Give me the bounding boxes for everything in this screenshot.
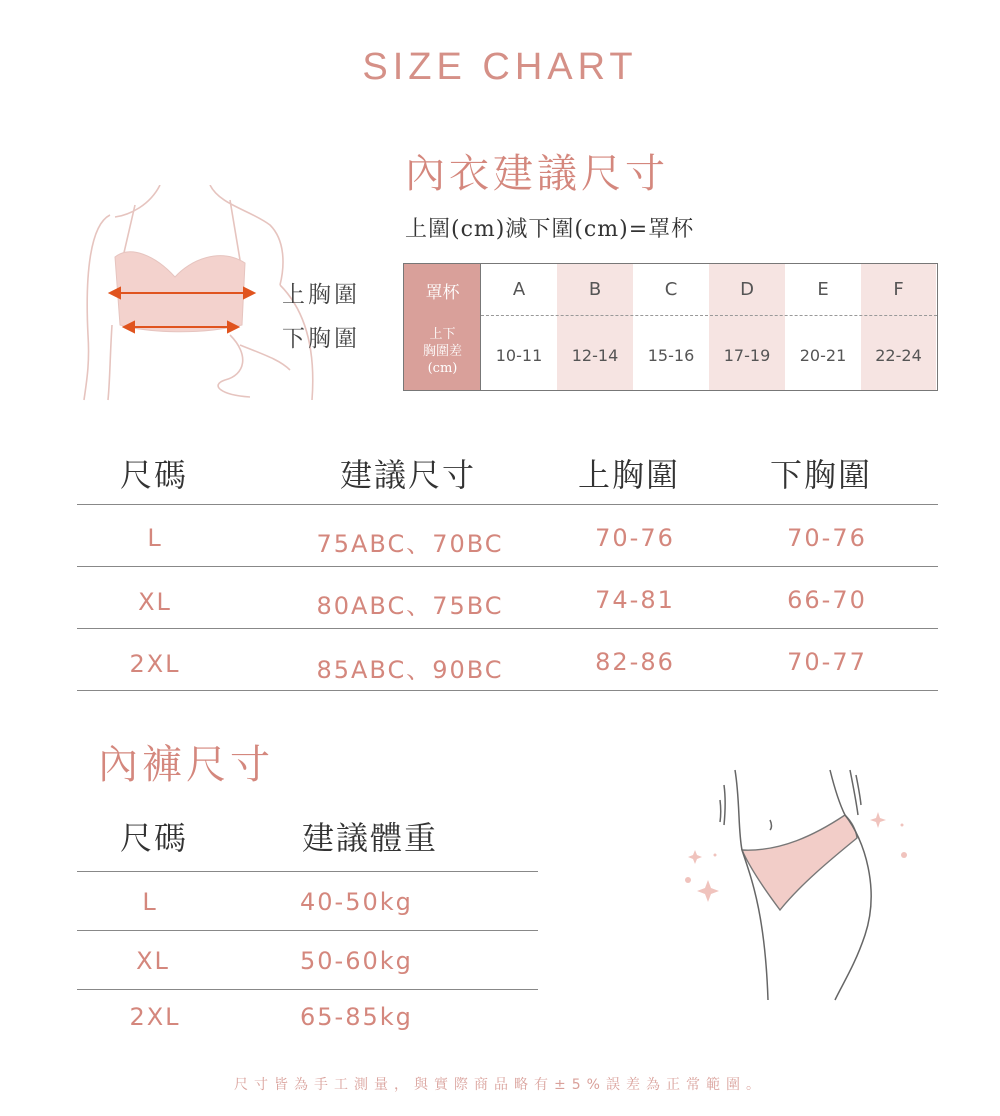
panty-row-weight: 65-85kg	[300, 1003, 413, 1031]
cup-letter: C	[664, 279, 678, 300]
bra-col-size-header: 尺碼	[120, 456, 189, 494]
cup-column-b	[557, 264, 633, 390]
bra-table-rule	[77, 628, 938, 629]
bra-row-lower: 66-70	[787, 586, 867, 614]
diff-header-line3: (cm)	[427, 361, 458, 376]
panty-table-rule	[77, 989, 538, 990]
bra-row-lower: 70-76	[787, 524, 867, 552]
bra-table-rule	[77, 504, 938, 505]
panty-row-weight: 50-60kg	[300, 947, 413, 975]
bra-table-rule	[77, 566, 938, 567]
cup-column-c	[633, 264, 709, 390]
bra-row-suggest: 80ABC、75BC	[316, 592, 504, 620]
bra-row-suggest: 85ABC、90BC	[316, 656, 504, 684]
bra-row-size: XL	[138, 588, 172, 616]
cup-formula: 上圍(cm)減下圍(cm)=罩杯	[405, 217, 695, 242]
cup-letter: E	[817, 279, 829, 300]
cup-letter: A	[512, 279, 526, 300]
bra-size-heading: 內衣建議尺寸	[405, 151, 669, 197]
cup-diff: 22-24	[875, 346, 922, 365]
bra-table-rule	[77, 690, 938, 691]
cup-table-header-column	[404, 264, 481, 390]
panty-row-size: XL	[136, 947, 170, 975]
cup-diff: 17-19	[723, 346, 771, 365]
bra-row-size: 2XL	[129, 650, 181, 678]
bra-col-suggest-header: 建議尺寸	[340, 456, 477, 494]
cup-diff: 20-21	[799, 346, 847, 365]
panty-row-size: L	[142, 888, 158, 916]
panty-col-size-header: 尺碼	[120, 819, 189, 857]
bra-row-upper: 82-86	[595, 648, 675, 676]
diff-header-label	[404, 326, 481, 377]
cup-table	[403, 263, 938, 391]
panty-table-rule	[77, 871, 538, 872]
cup-table-divider	[481, 315, 937, 316]
cup-column-a	[481, 264, 557, 390]
cup-letter: D	[740, 279, 754, 300]
panty-row-size: 2XL	[129, 1003, 181, 1031]
cup-column-d	[709, 264, 785, 390]
diff-header-line2: 胸圍差	[422, 344, 462, 359]
under-bust-label: 下胸圍	[282, 326, 360, 352]
page-title: SIZE CHART	[362, 46, 638, 88]
bra-row-size: L	[147, 524, 163, 552]
bra-row-suggest: 75ABC、70BC	[316, 530, 504, 558]
bra-col-lower-header: 下胸圍	[770, 456, 873, 494]
cup-diff: 15-16	[647, 346, 695, 365]
cup-column-e	[785, 264, 861, 390]
panty-table-rule	[77, 930, 538, 931]
measurement-footnote: 尺寸皆為手工測量，與實際商品略有±5%誤差為正常範圍。	[234, 1077, 766, 1093]
bra-col-upper-header: 上胸圍	[578, 456, 681, 494]
cup-column-f	[861, 264, 936, 390]
bra-row-upper: 74-81	[595, 586, 675, 614]
bra-row-upper: 70-76	[595, 524, 675, 552]
panty-col-weight-header: 建議體重	[302, 819, 439, 857]
panty-row-weight: 40-50kg	[300, 888, 413, 916]
diff-header-line1: 上下	[429, 327, 456, 342]
cup-letter: F	[893, 279, 904, 300]
upper-bust-label: 上胸圍	[282, 282, 360, 308]
panty-size-heading: 內褲尺寸	[98, 742, 274, 788]
cup-diff: 10-11	[495, 346, 543, 365]
cup-diff: 12-14	[571, 346, 619, 365]
panty-illustration	[680, 760, 920, 1005]
cup-letter: B	[588, 279, 602, 300]
cup-header-label: 罩杯	[425, 283, 460, 303]
bra-row-lower: 70-77	[787, 648, 867, 676]
